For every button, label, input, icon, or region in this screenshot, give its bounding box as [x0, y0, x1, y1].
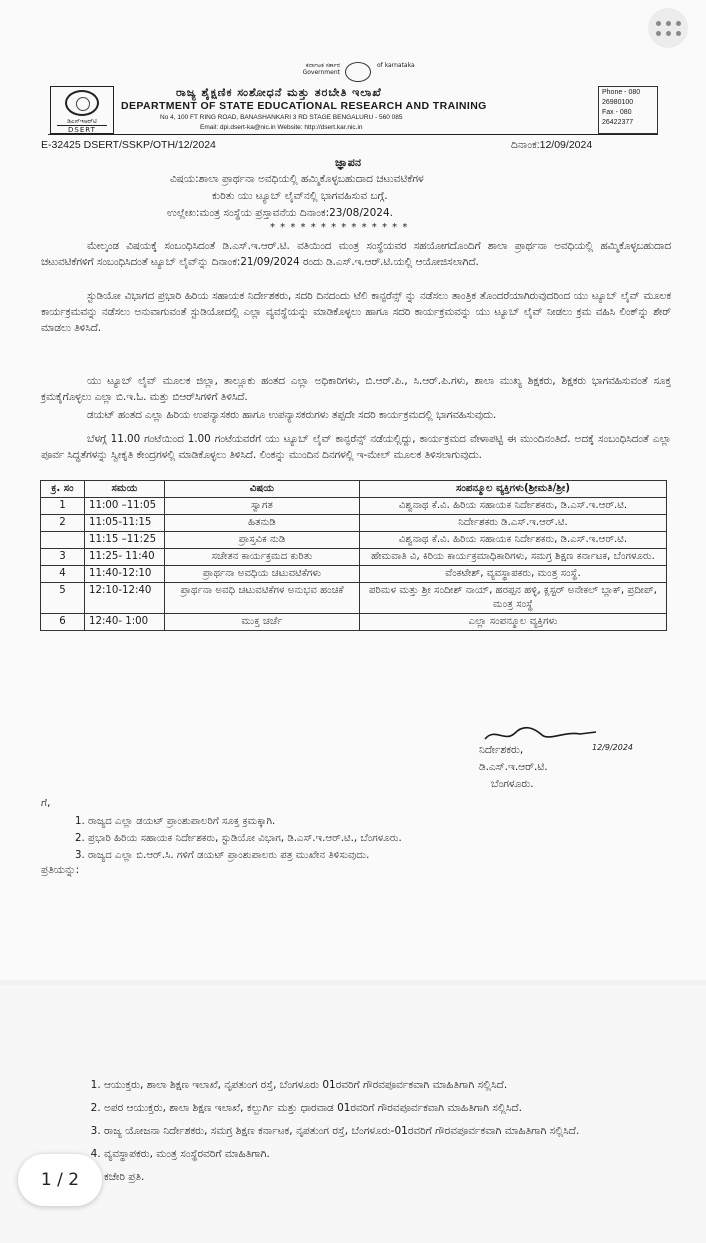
- gov-label-left: ಕರ್ನಾಟಕ ಸರ್ಕಾರ Government: [302, 62, 340, 76]
- dept-name-english: DEPARTMENT OF STATE EDUCATIONAL RESEARCH AND TRAINING: [121, 100, 487, 112]
- header-resource: ಸಂಪನ್ಮೂಲ ವ್ಯಕ್ತಿಗಳು(ಶ್ರೀಮತಿ/ಶ್ರೀ): [360, 481, 667, 498]
- list-item: 5. ಕಚೇರಿ ಪ್ರತಿ.: [104, 1168, 704, 1186]
- logo-kannada-text: ಡಿಎಸ್‌ಇಆರ್‌ಟಿ: [67, 118, 97, 125]
- table-row: 11:15 –11:25 ಪ್ರಾಸ್ತವಿಕ ನುಡಿ ವಿಶ್ವನಾಥ ಕೆ.ವಿ. ಹಿರಿಯ ಸಹಾಯಕ ನಿರ್ದೇಶಕರು, ಡಿ.ಎಸ್.ಇ.ಆರ್.ಟಿ.: [41, 532, 667, 549]
- table-row: 3 11:25- 11:40 ಸಚೇತನ ಕಾರ್ಯಕ್ರಮದ ಕುರಿತು ಹೇಮವಾತಿ ವಿ, ಕಿರಿಯ ಕಾರ್ಯಕ್ರಮಾಧಿಕಾರಿಗಳು, ಸಮಗ್ರ ಶಿಕ್ಷಣ ಕರ್ನಾಟಕ, ಬೆಂಗಳೂರು.: [41, 549, 667, 566]
- table-header-row: [41, 481, 667, 498]
- paragraph-5: ಬೆಳಗ್ಗೆ 11.00 ಗಂಟೆಯಿಂದ 1.00 ಗಂಟೆಯವರೆಗೆ ಯು ಟ್ಯೂಬ್ ಲೈವ್ ಕಾನ್ಫರೆನ್ಸ್ ನಡೆಯಲ್ಲಿದ್ದು, ಕಾರ್ಯಕ್ರಮದ ವೇಳಾಪಟ್ಟಿ ಈ ಮುಂದಿನಂತಿದೆ. ಅದಕ್ಕೆ ಸಂಬಂಧಿಸಿದಂತೆ ಎಲ್ಲಾ ಪೂರ್ವ ಸಿದ್ಧತೆಗಳನ್ನು ಸ್ವೀಕೃತಿ ಕೇಂದ್ರಗಳಲ್ಲಿ ಮಾಡಿಕೊಳ್ಳಲು ತಿಳಿಸಿದೆ. ಲಿಂಕನ್ನು ಮುಂದಿನ ದಿನಗಳಲ್ಲಿ ಇ-ಮೇಲ್ ಮೂಲಕ ತಿಳಿಸಲಾಗುವುದು.: [41, 433, 671, 461]
- list-item: 3. ರಾಜ್ಯದ ಎಲ್ಲಾ ಬಿ.ಆರ್.ಸಿ. ಗಳಿಗೆ ಡಯಟ್ ಪ್ರಾಂಶುಪಾಲರು ಪತ್ರ ಮುಖೇನ ತಿಳಿಸುವುದು.: [88, 847, 402, 864]
- subject-line-1: ವಿಷಯ:ಶಾಲಾ ಪ್ರಾರ್ಥನಾ ಅವಧಿಯಲ್ಲಿ ಹಮ್ಮಿಕೊಳ್ಳಬಹುದಾದ ಚಟುವಟಿಕೆಗಳ: [170, 173, 424, 185]
- list-item: 3. ರಾಜ್ಯ ಯೋಜನಾ ನಿರ್ದೇಶಕರು, ಸಮಗ್ರ ಶಿಕ್ಷಣ ಕರ್ನಾಟಕ, ನೃಪತುಂಗ ರಸ್ತೆ, ಬೆಂಗಳೂರು-01ರವರಿಗೆ ಗೌರವಪೂರ್ವಕವಾಗಿ ಮಾಹಿತಿಗಾಗಿ ಸಲ್ಲಿಸಿದೆ.: [104, 1122, 704, 1140]
- header-serial: ಕ್ರ. ಸಂ: [41, 481, 85, 498]
- table-row: 6 12:40- 1:00 ಮುಕ್ತ ಚರ್ಚೆ ಎಲ್ಲಾ ಸಂಪನ್ಮೂಲ ವ್ಯಕ್ತಿಗಳು: [41, 614, 667, 631]
- list-item: 4. ವ್ಯವಸ್ಥಾಪಕರು, ಮಂತ್ರ ಸಂಸ್ಥೆರವರಿಗೆ ಮಾಹಿತಿಗಾಗಿ.: [104, 1145, 704, 1163]
- dsert-seal-icon: [65, 90, 99, 116]
- to-label: ಗೆ,: [41, 797, 51, 809]
- reference-number: E-32425 DSERT/SSKP/OTH/12/2024: [41, 139, 216, 151]
- phone-fax-box: Phone - 080 26980100 Fax - 080 26422377: [598, 86, 658, 134]
- government-emblem-block: [285, 62, 435, 86]
- list-item: 2. ಅಪರ ಆಯುಕ್ತರು, ಶಾಲಾ ಶಿಕ್ಷಣ ಇಲಾಖೆ, ಕಲ್ಬುರ್ಗಿ ಮತ್ತು ಧಾರವಾಡ 01ರವರಿಗೆ ಗೌರವಪೂರ್ವಕವಾಗಿ ಮಾಹಿತಿಗಾಗಿ ಸಲ್ಲಿಸಿದೆ.: [104, 1099, 704, 1117]
- list-item: 1. ರಾಜ್ಯದ ಎಲ್ಲಾ ಡಯಟ್ ಪ್ರಾಂಶುಪಾಲರಿಗೆ ಸೂಕ್ತ ಕ್ರಮಕ್ಕಾಗಿ.: [88, 813, 402, 830]
- more-options-icon[interactable]: [648, 8, 688, 48]
- table-row: 4 11:40-12:10 ಪ್ರಾರ್ಥನಾ ಅವಧಿಯ ಚಟುವಟಿಕೆಗಳು ವೆಂಕಟೇಶ್, ವ್ಯವಸ್ಥಾಪಕರು, ಮಂತ್ರ ಸಂಸ್ಥೆ.: [41, 566, 667, 583]
- paragraph-2: ಸ್ಟುಡಿಯೋ ವಿಭಾಗದ ಪ್ರಭಾರಿ ಹಿರಿಯ ಸಹಾಯಕ ನಿರ್ದೇಶಕರು, ಸದರಿ ದಿನದಂದು ಟೆಲಿ ಕಾನ್ಫರೆನ್ಸ್ ನ್ನು ನಡೆಸಲು ತಾಂತ್ರಿಕ ತೊಂದರೆಯಾಗಿರುವುದರಿಂದ ಯು ಟ್ಯೂಬ್ ಲೈವ್ ಮೂಲಕ ಕಾರ್ಯಕ್ರಮವನ್ನು ನಡೆಸಲು ಅನುವಾಗುವಂತೆ ಸ್ಟುಡಿಯೋದಲ್ಲಿ ಎಲ್ಲಾ ವ್ಯವಸ್ಥೆಯನ್ನು ಮಾಡಿಕೊಳ್ಳಲು ಹಾಗೂ ಸದರಿ ಕಾರ್ಯಕ್ರಮವನ್ನು ಯು ಟ್ಯೂಬ್ ಲೈವ್ ನೀಡಲು ಕ್ರಮ ವಹಿಸಿ ಲಿಂಕ್‌ನ್ನು ಶೇರ್ ಮಾಡಲು ತಿಳಿಸಿದೆ.: [41, 290, 671, 334]
- paragraph-4: ಡಯಟ್ ಹಂತದ ಎಲ್ಲಾ ಹಿರಿಯ ಉಪನ್ಯಾಸಕರು ಹಾಗೂ ಉಪನ್ಯಾಸಕರುಗಳು ತಪ್ಪದೇ ಸದರಿ ಕಾರ್ಯಕ್ರಮದಲ್ಲಿ ಭಾಗವಹಿಸುವುದು.: [87, 409, 497, 421]
- copy-label: ಪ್ರತಿಯನ್ನು:: [41, 864, 80, 876]
- logo-english-text: DSERT: [57, 125, 107, 135]
- separator-stars: * * * * * * * * * * * * * *: [270, 222, 409, 233]
- page-indicator[interactable]: 1 / 2: [18, 1154, 102, 1206]
- letterhead-divider: [48, 134, 658, 135]
- signature-date: 12/9/2024: [592, 743, 634, 752]
- signatory-block: ನಿರ್ದೇಶಕರು, ಡಿ.ಎಸ್.ಇ.ಆರ್.ಟಿ. ಬೆಂಗಳೂರು.: [479, 744, 548, 790]
- header-topic: ವಿಷಯ: [165, 481, 360, 498]
- gov-label-right: of karnataka: [377, 62, 415, 69]
- dsert-logo: [50, 86, 114, 134]
- dept-contact: Email: dpi.dsert-ka@nic.in Website: http://dsert.kar.nic.in: [200, 124, 363, 131]
- table-row: 1 11:00 –11:05 ಸ್ವಾಗತ ವಿಶ್ವನಾಥ ಕೆ.ವಿ. ಹಿರಿಯ ಸಹಾಯಕ ನಿರ್ದೇಶಕರು, ಡಿ.ಎಸ್.ಇ.ಆರ್.ಟಿ.: [41, 498, 667, 515]
- schedule-table: [40, 480, 667, 631]
- table-row: 5 12:10-12:40 ಪ್ರಾರ್ಥನಾ ಅವಧಿ ಚಟುವಟಿಕೆಗಳ ಅನುಭವ ಹಂಚಿಕೆ ಪರಿಮಳ ಮತ್ತು ಶ್ರೀ ಸಂದೀಶ್ ನಾಯ್, ಹರಪ್ಪನ ಹಳ್ಳಿ, ಕ್ಲಸ್ಟರ್ ಅನೇಕಲ್ ಬ್ಲಾಕ್, ಪ್ರದೀಪ್, ಮಂತ್ರ ಸಂಸ್ಥೆ: [41, 583, 667, 614]
- document-date: ದಿನಾಂಕ:12/09/2024: [511, 139, 593, 151]
- subject-line-2: ಕುರಿತು ಯು ಟ್ಯೂಬ್ ಲೈವ್‌ನಲ್ಲಿ ಭಾಗವಹಿಸುವ ಬಗ್ಗೆ.: [212, 190, 388, 202]
- dept-name-kannada: ರಾಜ್ಯ ಶೈಕ್ಷಣಿಕ ಸಂಶೋಧನೆ ಮತ್ತು ತರಬೇತಿ ಇಲಾಖೆ: [176, 86, 382, 99]
- table-row: 2 11:05-11:15 ಹಿತನುಡಿ ನಿರ್ದೇಶಕರು ಡಿ.ಎಸ್.ಇ.ಆರ್.ಟಿ.: [41, 515, 667, 532]
- recipient-list: [88, 813, 402, 864]
- reference-line: ಉಲ್ಲೇಖ:ಮಂತ್ರ ಸಂಸ್ಥೆಯ ಪ್ರಸ್ತಾವನೆಯ ದಿನಾಂಕ:23/08/2024.: [167, 207, 393, 219]
- list-item: 2. ಪ್ರಭಾರಿ ಹಿರಿಯ ಸಹಾಯಕ ನಿರ್ದೇಶಕರು, ಸ್ಟುಡಿಯೋ ವಿಭಾಗ, ಡಿ.ಎಸ್.ಇ.ಆರ್.ಟಿ., ಬೆಂಗಳೂರು.: [88, 830, 402, 847]
- document-title: ಜ್ಞಾಪನ: [335, 156, 361, 169]
- header-time: ಸಮಯ: [85, 481, 165, 498]
- list-item: 1. ಆಯುಕ್ತರು, ಶಾಲಾ ಶಿಕ್ಷಣ ಇಲಾಖೆ, ನೃಪತುಂಗ ರಸ್ತೆ, ಬೆಂಗಳೂರು 01ರವರಿಗೆ ಗೌರವಪೂರ್ವಕವಾಗಿ ಮಾಹಿತಿಗಾಗಿ ಸಲ್ಲಿಸಿದೆ.: [104, 1076, 704, 1094]
- paragraph-1: ಮೇಲ್ಕಂಡ ವಿಷಯಕ್ಕೆ ಸಂಬಂಧಿಸಿದಂತೆ ಡಿ.ಎಸ್.ಇ.ಆರ್.ಟಿ. ವತಿಯಿಂದ ಮಂತ್ರ ಸಂಸ್ಥೆಯವರ ಸಹಯೋಗದೊಂದಿಗೆ ಶಾಲಾ ಪ್ರಾರ್ಥನಾ ಅವಧಿಯಲ್ಲಿ ಹಮ್ಮಿಕೊಳ್ಳಬಹುದಾದ ಚಟುವಟಿಕೆಗಳಿಗೆ ಸಂಬಂಧಿಸಿದಂತೆ ಟ್ಯೂಬ್ ಲೈವ್‌ನ್ನು ದಿನಾಂಕ:21/09/2024 ರಂದು ಡಿ.ಎಸ್.ಇ.ಆರ್.ಟಿ.ಯಲ್ಲಿ ಆಯೋಜಿಸಲಾಗಿದೆ.: [41, 240, 671, 268]
- karnataka-emblem-icon: [345, 62, 371, 82]
- copy-list: [104, 1076, 704, 1191]
- dept-address: No 4, 100 FT RING ROAD, BANASHANKARI 3 RD STAGE BENGALURU - 560 085: [160, 114, 403, 121]
- paragraph-3: ಯು ಟ್ಯೂಬ್ ಲೈವ್ ಮೂಲಕ ಜಿಲ್ಲಾ, ತಾಲ್ಲೂಕು ಹಂತದ ಎಲ್ಲಾ ಅಧಿಕಾರಿಗಳು, ಬಿ.ಆರ್.ಪಿ., ಸಿ.ಆರ್.ಪಿ.ಗಳು, ಶಾಲಾ ಮುಖ್ಯ ಶಿಕ್ಷಕರು, ಶಿಕ್ಷಕರು ಭಾಗವಹಿಸುವಂತೆ ಸೂಕ್ತ ಕ್ರಮಕೈಗೊಳ್ಳಲು ಎಲ್ಲಾ ಬಿ.ಇ.ಓ. ಮತ್ತು ಬಿಆರ್‌ಸಿಗಳಿಗೆ ತಿಳಿಸಿದೆ.: [41, 375, 671, 403]
